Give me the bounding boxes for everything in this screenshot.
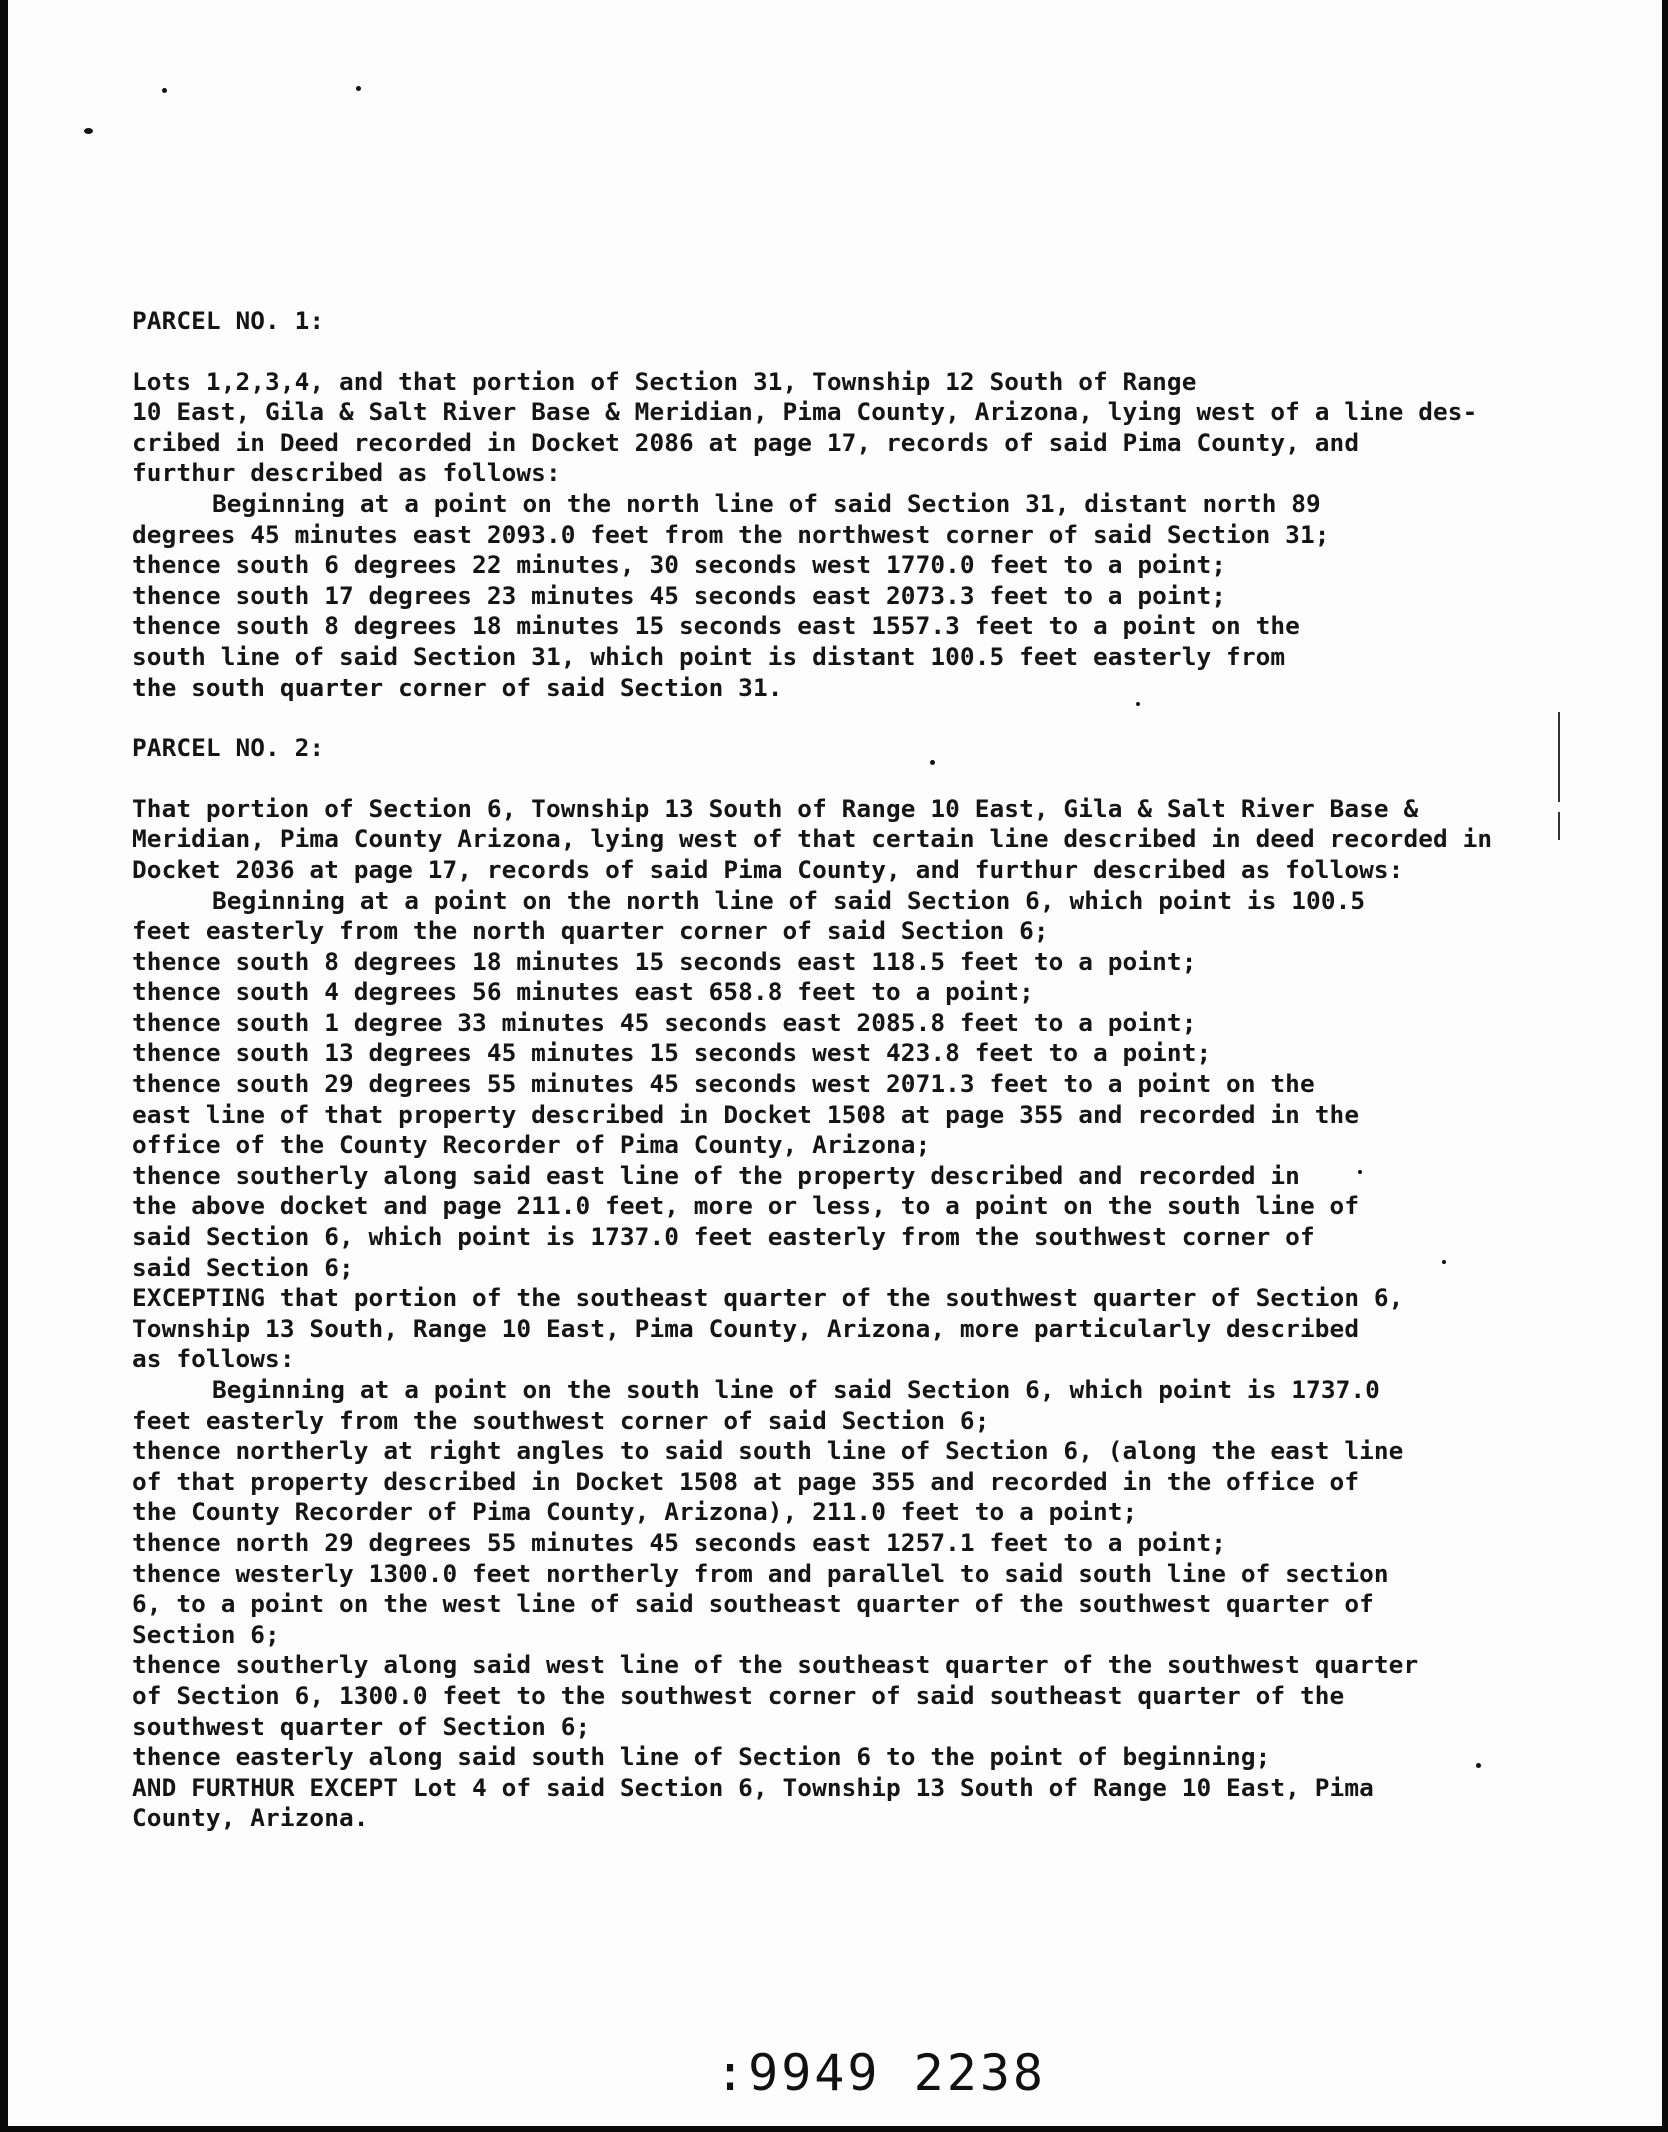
text-line: office of the County Recorder of Pima County, Arizona; xyxy=(132,1130,931,1160)
text-line: thence southerly along said west line of the southeast quarter of the southwest quarter xyxy=(132,1650,1419,1680)
text-line: thence south 6 degrees 22 minutes, 30 seconds west 1770.0 feet to a point; xyxy=(132,550,1227,580)
text-line: as follows: xyxy=(132,1344,295,1374)
text-line: Beginning at a point on the north line of said Section 6, which point is 100.5 xyxy=(212,885,1366,915)
scan-border-bottom xyxy=(0,2126,1668,2132)
text-line: EXCEPTING that portion of the southeast quarter of the southwest quarter of Section 6, xyxy=(132,1283,1404,1313)
text-line: feet easterly from the north quarter corner of said Section 6; xyxy=(132,916,1049,946)
text-line: thence southerly along said east line of the property described and recorded in xyxy=(132,1160,1300,1190)
text-line: thence south 1 degree 33 minutes 45 seconds east 2085.8 feet to a point; xyxy=(132,1007,1197,1037)
text-line: thence south 8 degrees 18 minutes 15 seconds east 1557.3 feet to a point on the xyxy=(132,611,1300,641)
text-line: Beginning at a point on the south line of said Section 6, which point is 1737.0 xyxy=(212,1375,1380,1404)
text-line: the south quarter corner of said Section 31. xyxy=(132,672,783,702)
text-line: southwest quarter of Section 6; xyxy=(132,1711,591,1741)
text-line: cribed in Deed recorded in Docket 2086 at page 17, records of said Pima County, and xyxy=(132,427,1360,457)
scan-speck xyxy=(162,88,167,93)
text-line: thence westerly 1300.0 feet northerly from and parallel to said south line of section xyxy=(132,1558,1389,1588)
text-line: thence south 8 degrees 18 minutes 15 seconds east 118.5 feet to a point; xyxy=(132,946,1197,976)
text-line: County, Arizona. xyxy=(132,1803,369,1833)
parcel-2-heading: PARCEL NO. 2: xyxy=(132,733,325,763)
text-line: thence south 17 degrees 23 minutes 45 seconds east 2073.3 feet to a point; xyxy=(132,580,1227,610)
legal-description xyxy=(132,306,1572,1834)
parcel-1-paragraph xyxy=(132,367,1572,489)
parcel-2-description xyxy=(132,886,1572,1376)
text-line: thence south 4 degrees 56 minutes east 658.8 feet to a point; xyxy=(132,977,1034,1007)
text-line: AND FURTHUR EXCEPT Lot 4 of said Section 6, Township 13 South of Range 10 East, Pima xyxy=(132,1772,1374,1802)
text-line: Township 13 South, Range 10 East, Pima County, Arizona, more particularly described xyxy=(132,1313,1360,1343)
text-line: of that property described in Docket 1508 at page 355 and recorded in the office of xyxy=(132,1466,1360,1496)
parcel-2-exception xyxy=(132,1375,1572,1834)
text-line: thence south 13 degrees 45 minutes 15 seconds west 423.8 feet to a point; xyxy=(132,1038,1212,1068)
text-line: feet easterly from the southwest corner of said Section 6; xyxy=(132,1405,990,1435)
text-line: furthur described as follows: xyxy=(132,458,561,488)
text-line: south line of said Section 31, which point is distant 100.5 feet easterly from xyxy=(132,641,1286,671)
text-line: Meridian, Pima County Arizona, lying west of that certain line described in deed recorded in xyxy=(132,824,1493,854)
scan-border-right xyxy=(1662,0,1668,2132)
parcel-2-paragraph xyxy=(132,794,1572,886)
text-line: of Section 6, 1300.0 feet to the southwest corner of said southeast quarter of the xyxy=(132,1680,1345,1710)
text-line: 10 East, Gila & Salt River Base & Meridian, Pima County, Arizona, lying west of a line des- xyxy=(132,397,1478,427)
scan-border-left xyxy=(0,0,8,2132)
text-line: Section 6; xyxy=(132,1619,280,1649)
parcel-1-description xyxy=(132,489,1572,703)
parcel-1-heading: PARCEL NO. 1: xyxy=(132,306,325,335)
text-line: degrees 45 minutes east 2093.0 feet from the northwest corner of said Section 31; xyxy=(132,519,1330,549)
text-line: Docket 2036 at page 17, records of said Pima County, and furthur described as follows: xyxy=(132,854,1404,884)
text-line: thence northerly at right angles to said south line of Section 6, (along the east line xyxy=(132,1436,1404,1466)
text-line: Lots 1,2,3,4, and that portion of Section 31, Township 12 South of Range xyxy=(132,366,1197,396)
scan-speck xyxy=(84,128,93,134)
scan-speck xyxy=(356,86,361,91)
page-number: :9949 2238 xyxy=(715,2044,1047,2102)
text-line: thence easterly along said south line of Section 6 to the point of beginning; xyxy=(132,1742,1271,1772)
text-line: Beginning at a point on the north line of said Section 31, distant north 89 xyxy=(212,488,1321,518)
text-line: the County Recorder of Pima County, Arizona), 211.0 feet to a point; xyxy=(132,1497,1138,1527)
text-line: thence north 29 degrees 55 minutes 45 seconds east 1257.1 feet to a point; xyxy=(132,1527,1227,1557)
text-line: 6, to a point on the west line of said southeast quarter of the southwest quarter of xyxy=(132,1589,1374,1619)
text-line: That portion of Section 6, Township 13 South of Range 10 East, Gila & Salt River Base & xyxy=(132,793,1419,823)
text-line: thence south 29 degrees 55 minutes 45 seconds west 2071.3 feet to a point on the xyxy=(132,1069,1315,1099)
text-line: said Section 6; xyxy=(132,1252,354,1282)
text-line: east line of that property described in Docket 1508 at page 355 and recorded in the xyxy=(132,1099,1360,1129)
text-line: the above docket and page 211.0 feet, more or less, to a point on the south line of xyxy=(132,1191,1360,1221)
text-line: said Section 6, which point is 1737.0 feet easterly from the southwest corner of xyxy=(132,1222,1315,1252)
